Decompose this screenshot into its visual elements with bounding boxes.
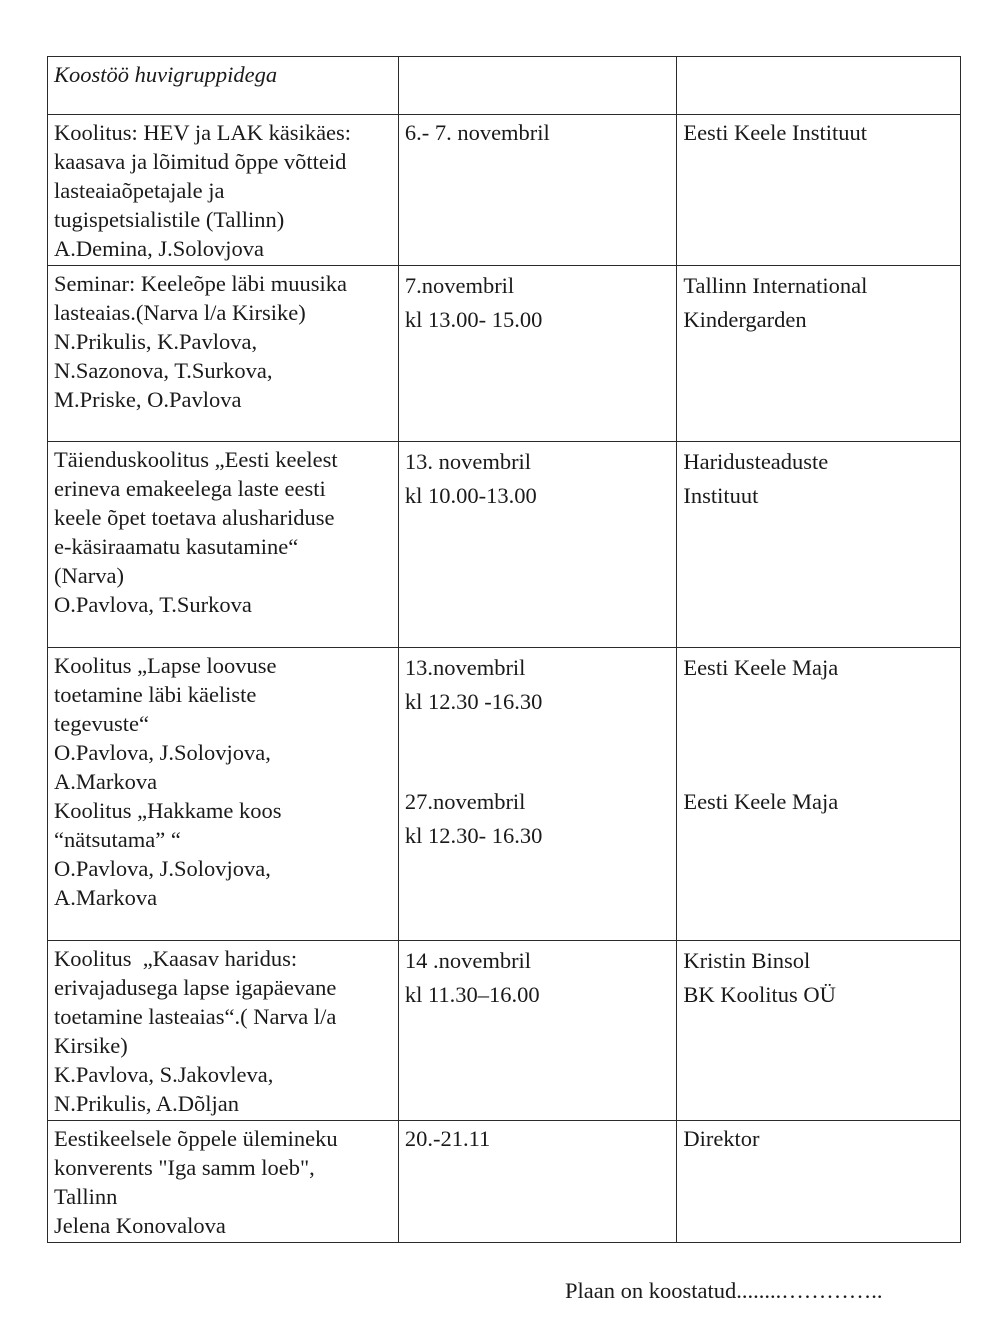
event-text: toetamine läbi käeliste — [54, 682, 257, 707]
event-text: Tallinn — [54, 1184, 118, 1209]
table-row — [48, 266, 961, 442]
event-text: konverents "Iga samm loeb", — [54, 1155, 315, 1180]
event-text: lasteaias.(Narva l/a Kirsike) — [54, 300, 306, 325]
organizer-cell — [677, 1121, 961, 1243]
table-row — [48, 1121, 961, 1243]
date-cell — [398, 115, 677, 266]
organizer: Tallinn International — [683, 273, 868, 298]
participants: N.Sazonova, T.Surkova, — [54, 358, 273, 383]
organizer: Eesti Keele Maja — [683, 789, 839, 814]
participants: Jelena Konovalova — [54, 1213, 226, 1238]
participants: O.Pavlova, J.Solovjova, — [54, 856, 271, 881]
participants: M.Priske, O.Pavlova — [54, 387, 242, 412]
table-row — [48, 115, 961, 266]
organizer: Direktor — [683, 1126, 760, 1151]
event-cell — [48, 941, 399, 1121]
event-text: keele õpet toetava alushariduse — [54, 505, 335, 530]
date-cell — [398, 1121, 677, 1243]
event-date: 14 .novembril — [404, 948, 532, 973]
organizer: BK Koolitus OÜ — [683, 981, 836, 1007]
participants: A.Markova — [54, 769, 158, 794]
event-date: 20.-21.11 — [404, 1126, 491, 1151]
participants: A.Markova — [54, 885, 158, 910]
organizer-cell — [677, 115, 961, 266]
event-text: tugispetsialistile (Tallinn) — [54, 207, 285, 232]
organizer: Eesti Keele Maja — [683, 655, 839, 680]
plan-table — [47, 56, 961, 1243]
event-time: kl 12.30 -16.30 — [404, 688, 543, 714]
event-date: 27.novembril — [404, 789, 526, 814]
organizer: Eesti Keele Instituut — [683, 120, 868, 145]
participants: O.Pavlova, J.Solovjova, — [54, 740, 271, 765]
participants: O.Pavlova, T.Surkova — [54, 592, 252, 617]
organizer-cell — [677, 941, 961, 1121]
organizer-cell — [677, 442, 961, 648]
event-text: Koolitus „Kaasav haridus: — [54, 946, 298, 971]
event-text: tegevuste“ — [54, 711, 149, 736]
event-time: kl 11.30–16.00 — [404, 981, 540, 1007]
event-date: 13.novembril — [404, 655, 526, 680]
section-heading-cell — [48, 57, 399, 115]
event-text: e-käsiraamatu kasutamine“ — [54, 534, 299, 559]
event-text: Täienduskoolitus „Eesti keelest — [54, 447, 338, 472]
event-text: lasteaiaõpetajale ja — [54, 178, 225, 203]
event-cell — [48, 1121, 399, 1243]
event-text: Kirsike) — [54, 1033, 128, 1058]
date-cell — [398, 57, 677, 115]
event-text: Eestikeelsele õppele ülemineku — [54, 1126, 338, 1151]
participants: N.Prikulis, A.Dõljan — [54, 1091, 240, 1116]
organizer: Haridusteaduste — [683, 449, 829, 474]
event-date: 7.novembril — [404, 273, 515, 298]
date-cell — [398, 442, 677, 648]
participants: K.Pavlova, S.Jakovleva, — [54, 1062, 274, 1087]
date-cell — [398, 266, 677, 442]
event-cell — [48, 442, 399, 648]
event-text: Koolitus: HEV ja LAK käsikäes: — [54, 120, 352, 145]
event-text: Seminar: Keeleõpe läbi muusika — [54, 271, 348, 296]
event-time: kl 12.30- 16.30 — [404, 822, 543, 848]
event-text: “nätsutama” “ — [54, 827, 181, 852]
event-text: kaasava ja lõimitud õppe võtteid — [54, 149, 347, 174]
event-date: 6.- 7. novembril — [404, 120, 550, 145]
event-date: 13. novembril — [404, 449, 532, 474]
organizer-cell — [677, 266, 961, 442]
spacer — [405, 718, 671, 785]
organizer: Instituut — [683, 482, 759, 508]
table-row — [48, 941, 961, 1121]
spacer — [683, 718, 954, 785]
table-row — [48, 648, 961, 941]
organizer: Kindergarden — [683, 306, 807, 332]
section-heading: Koostöö huvigruppidega — [54, 62, 278, 87]
event-text: Koolitus „Lapse loovuse — [54, 653, 277, 678]
event-cell — [48, 648, 399, 941]
date-cell — [398, 941, 677, 1121]
event-cell — [48, 266, 399, 442]
spacer — [683, 685, 954, 719]
event-text: Koolitus „Hakkame koos — [54, 798, 282, 823]
event-text: (Narva) — [54, 563, 124, 588]
table-row — [48, 57, 961, 115]
participants: A.Demina, J.Solovjova — [54, 236, 264, 261]
event-time: kl 10.00-13.00 — [404, 482, 537, 508]
event-cell — [48, 115, 399, 266]
date-cell — [398, 648, 677, 941]
event-text: erivajadusega lapse igapäevane — [54, 975, 337, 1000]
event-text: erineva emakeelega laste eesti — [54, 476, 326, 501]
table-row — [48, 442, 961, 648]
participants: N.Prikulis, K.Pavlova, — [54, 329, 258, 354]
organizer: Kristin Binsol — [683, 948, 811, 973]
event-time: kl 13.00- 15.00 — [404, 306, 543, 332]
plan-signature-line: Plaan on koostatud........………….. — [565, 1278, 883, 1303]
organizer-cell — [677, 648, 961, 941]
organizer-cell — [677, 57, 961, 115]
event-text: toetamine lasteaias“.( Narva l/a — [54, 1004, 337, 1029]
